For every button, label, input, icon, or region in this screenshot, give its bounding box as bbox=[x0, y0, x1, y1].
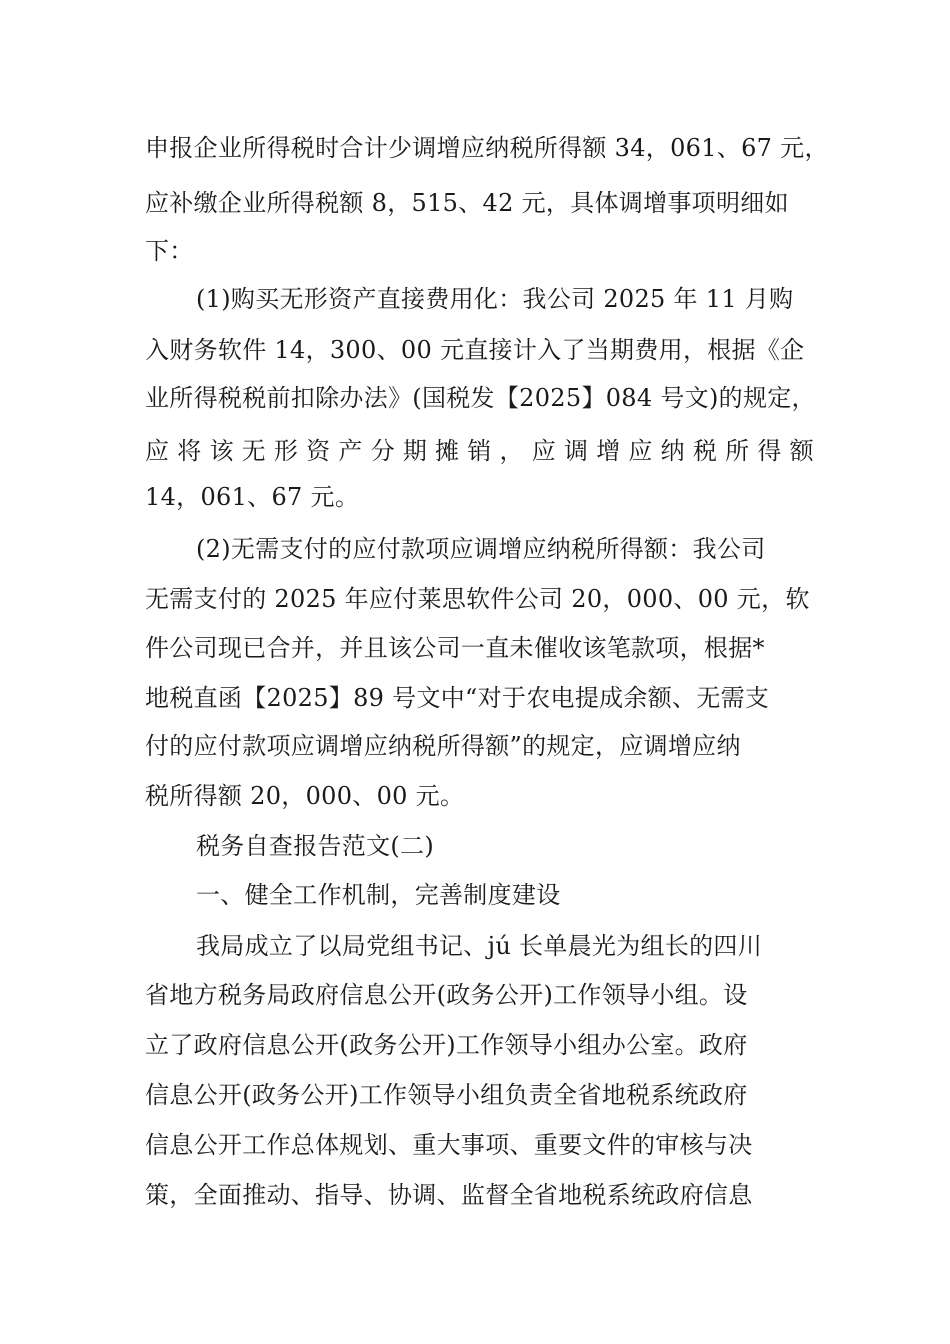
text-line: 业所得税税前扣除办法》(国税发【2025】084 号文)的规定， bbox=[145, 384, 816, 412]
text-line: 信息公开工作总体规划、重大事项、重要文件的审核与决 bbox=[145, 1131, 753, 1159]
text-line: 入财务软件 14，300、00 元直接计入了当期费用，根据《企 bbox=[145, 336, 805, 364]
text-line: (1)购买无形资产直接费用化：我公司 2025 年 11 月购 bbox=[196, 285, 794, 313]
text-line: 策，全面推动、指导、协调、监督全省地税系统政府信息 bbox=[145, 1181, 753, 1209]
text-line: 14，061、67 元。 bbox=[145, 483, 360, 511]
text-line: 应 将 该 无 形 资 产 分 期 摊 销 ， 应 调 增 应 纳 税 所 得 额 bbox=[145, 437, 814, 465]
text-line: 应补缴企业所得税额 8，515、42 元，具体调增事项明细如 bbox=[145, 189, 789, 217]
text-line: 我局成立了以局党组书记、jú 长单晨光为组长的四川 bbox=[196, 932, 763, 960]
text-line: 无需支付的 2025 年应付莱思软件公司 20，000、00 元，软 bbox=[145, 585, 810, 613]
text-line: 立了政府信息公开(政务公开)工作领导小组办公室。政府 bbox=[145, 1031, 748, 1059]
text-line: 省地方税务局政府信息公开(政务公开)工作领导小组。设 bbox=[145, 981, 748, 1009]
text-line: 税所得额 20，000、00 元。 bbox=[145, 782, 465, 810]
text-line: 下： bbox=[145, 237, 194, 265]
text-line: 地税直函【2025】89 号文中“对于农电提成余额、无需支 bbox=[145, 684, 770, 712]
text-line: 申报企业所得税时合计少调增应纳税所得额 34，061、67 元， bbox=[145, 134, 829, 162]
text-line: (2)无需支付的应付款项应调增应纳税所得额：我公司 bbox=[196, 535, 766, 563]
text-line: 件公司现已合并，并且该公司一直未催收该笔款项，根据* bbox=[145, 634, 765, 662]
subsection-heading: 一、健全工作机制，完善制度建设 bbox=[196, 881, 561, 909]
text-line: 信息公开(政务公开)工作领导小组负责全省地税系统政府 bbox=[145, 1081, 748, 1109]
text-line: 付的应付款项应调增应纳税所得额”的规定，应调增应纳 bbox=[145, 732, 741, 760]
section-heading: 税务自查报告范文(二) bbox=[196, 832, 435, 860]
